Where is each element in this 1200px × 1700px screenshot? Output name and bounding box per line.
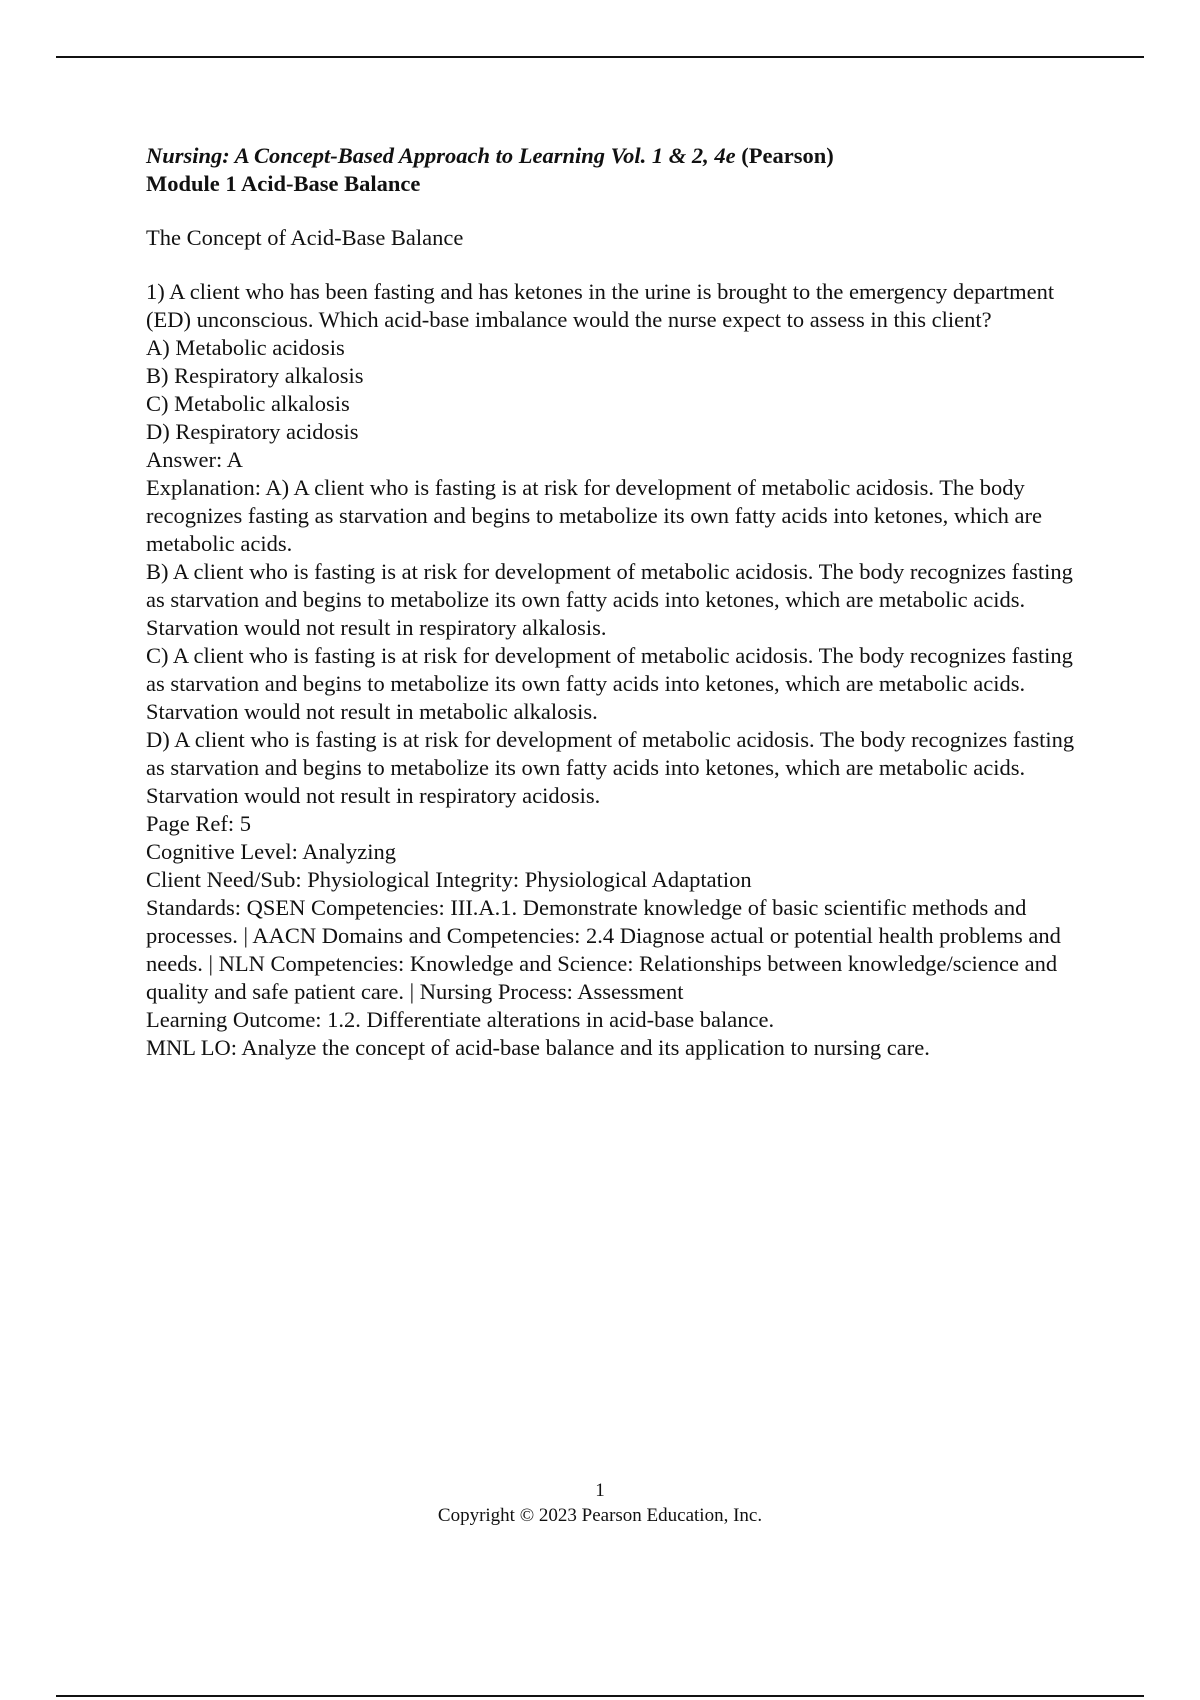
- question-block: [146, 278, 1086, 1062]
- cognitive-level: Cognitive Level: Analyzing: [146, 839, 396, 864]
- bottom-divider: [56, 1695, 1144, 1697]
- explanation-a: Explanation: A) A client who is fasting is at risk for development of metabolic acidosis. The body recognizes fasting as starvation and begins to metabolize its own fatty acids into ketones, which are metabolic acids.: [146, 475, 1042, 556]
- client-need: Client Need/Sub: Physiological Integrity: Physiological Adaptation: [146, 867, 752, 892]
- standards: Standards: QSEN Competencies: III.A.1. Demonstrate knowledge of basic scientific methods and processes. | AACN Domains and Competencies: 2.4 Diagnose actual or potential health problems and needs. | NLN Competencies: Knowledge and Science: Relationships between knowledge/science and quality and safe patient care. | Nursing Process: Assessment: [146, 895, 1061, 1004]
- explanation-b: B) A client who is fasting is at risk for development of metabolic acidosis. The body recognizes fasting as starvation and begins to metabolize its own fatty acids into ketones, which are metabolic acids. Starvation would not result in respiratory alkalosis.: [146, 559, 1073, 640]
- mnl-lo: MNL LO: Analyze the concept of acid-base balance and its application to nursing care.: [146, 1035, 930, 1060]
- question-stem: 1) A client who has been fasting and has ketones in the urine is brought to the emergency department (ED) unconscious. Which acid-base imbalance would the nurse expect to assess in this client?: [146, 279, 1055, 332]
- option-c: C) Metabolic alkalosis: [146, 391, 350, 416]
- document-page: [146, 142, 1086, 1062]
- section-title: The Concept of Acid-Base Balance: [146, 225, 464, 250]
- book-title: Nursing: A Concept-Based Approach to Learning Vol. 1 & 2, 4e: [146, 143, 736, 168]
- answer: Answer: A: [146, 447, 243, 472]
- explanation-c: C) A client who is fasting is at risk for development of metabolic acidosis. The body recognizes fasting as starvation and begins to metabolize its own fatty acids into ketones, which are metabolic acids. Starvation would not result in metabolic alkalosis.: [146, 643, 1073, 724]
- page-ref: Page Ref: 5: [146, 811, 251, 836]
- book-title-line: [146, 142, 1086, 170]
- explanation-d: D) A client who is fasting is at risk for development of metabolic acidosis. The body recognizes fasting as starvation and begins to metabolize its own fatty acids into ketones, which are metabolic acids. Starvation would not result in respiratory acidosis.: [146, 727, 1075, 808]
- module-title: Module 1 Acid-Base Balance: [146, 171, 421, 196]
- publisher: (Pearson): [735, 143, 834, 168]
- option-b: B) Respiratory alkalosis: [146, 363, 364, 388]
- option-d: D) Respiratory acidosis: [146, 419, 359, 444]
- option-a: A) Metabolic acidosis: [146, 335, 345, 360]
- learning-outcome: Learning Outcome: 1.2. Differentiate alterations in acid-base balance.: [146, 1007, 775, 1032]
- top-divider: [56, 56, 1144, 58]
- page-number: 1: [595, 1480, 605, 1501]
- copyright: Copyright © 2023 Pearson Education, Inc.: [437, 1505, 763, 1526]
- page-footer: [0, 1478, 1200, 1528]
